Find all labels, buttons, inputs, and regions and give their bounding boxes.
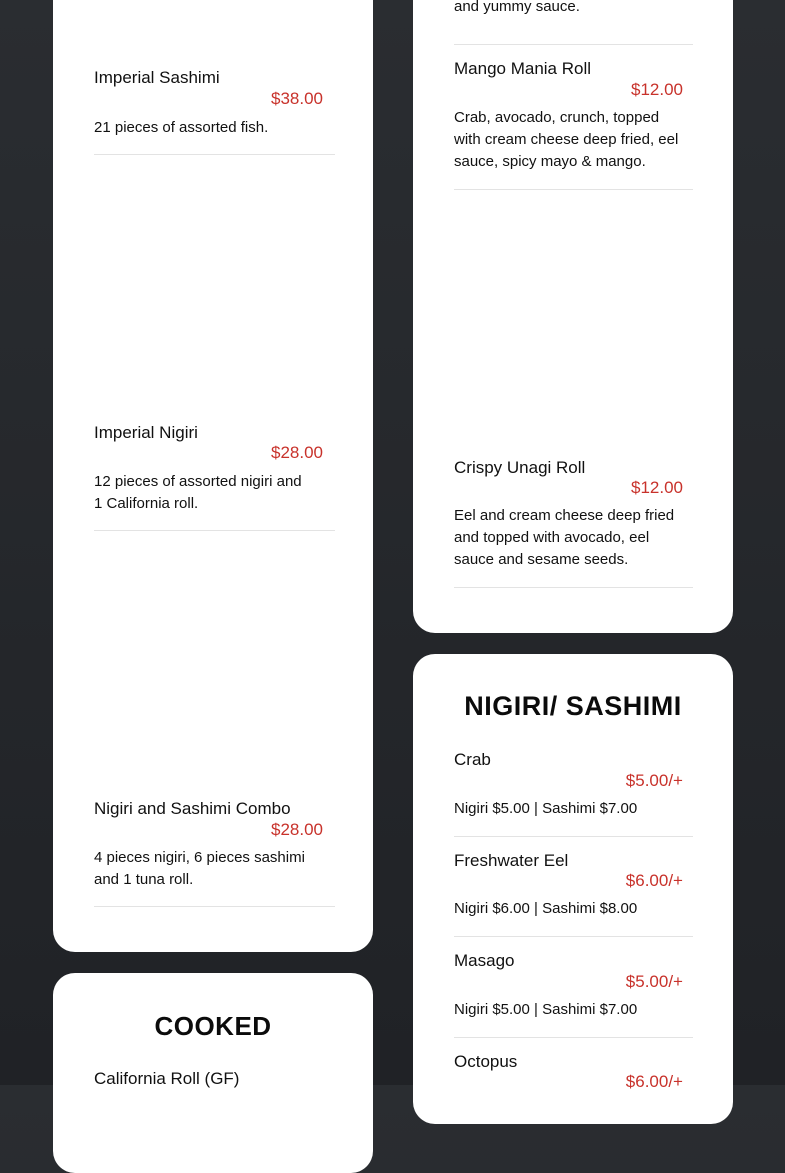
item-price: $28.00 (271, 820, 323, 839)
divider (454, 587, 693, 588)
item-name: California Roll (GF) (94, 1069, 240, 1088)
menu-card-rolls-right (413, 0, 733, 633)
divider (454, 1037, 693, 1038)
item-price: $28.00 (271, 443, 323, 462)
item-description: Eel and cream cheese deep fried and topped with avocado, eel sauce and sesame seeds. (454, 507, 675, 568)
menu-card-nigiri-sashimi (413, 654, 733, 1124)
menu-card-specials-left (53, 0, 373, 952)
divider (94, 906, 335, 907)
item-description: 21 pieces of assorted fish. (94, 119, 269, 136)
item-name: Masago (454, 951, 515, 970)
divider (454, 44, 693, 45)
item-name: Freshwater Eel (454, 851, 569, 870)
item-price: $38.00 (271, 89, 323, 108)
item-description: Nigiri $5.00 | Sashimi $7.00 (454, 1001, 638, 1018)
item-price: $6.00/+ (625, 871, 683, 890)
item-description-partial: and yummy sauce. (454, 0, 580, 15)
divider (454, 936, 693, 937)
item-name: Octopus (454, 1052, 518, 1071)
menu-card-cooked (53, 973, 373, 1173)
item-description: Nigiri $6.00 | Sashimi $8.00 (454, 900, 638, 917)
item-name: Nigiri and Sashimi Combo (94, 799, 291, 818)
item-price: $5.00/+ (625, 972, 683, 991)
item-description: 12 pieces of assorted nigiri and 1 California roll. (94, 473, 302, 512)
item-name: Imperial Sashimi (94, 68, 220, 87)
section-title: NIGIRI/ SASHIMI (464, 691, 682, 721)
item-price: $6.00/+ (625, 1072, 683, 1091)
item-price: $12.00 (631, 478, 683, 497)
divider (94, 154, 335, 155)
item-description: Nigiri $5.00 | Sashimi $7.00 (454, 800, 638, 817)
section-title: COOKED (154, 1011, 272, 1041)
item-price: $12.00 (631, 80, 683, 99)
divider (454, 189, 693, 190)
item-name: Crispy Unagi Roll (454, 458, 586, 477)
item-name: Crab (454, 750, 491, 769)
divider (94, 530, 335, 531)
item-description: Crab, avocado, crunch, topped with cream cheese deep fried, eel sauce, spicy mayo & mango. (454, 109, 679, 170)
item-description: 4 pieces nigiri, 6 pieces sashimi and 1 tuna roll. (94, 849, 305, 888)
item-price: $5.00/+ (625, 771, 683, 790)
item-name: Imperial Nigiri (94, 423, 198, 442)
divider (454, 836, 693, 837)
item-name: Mango Mania Roll (454, 59, 592, 78)
